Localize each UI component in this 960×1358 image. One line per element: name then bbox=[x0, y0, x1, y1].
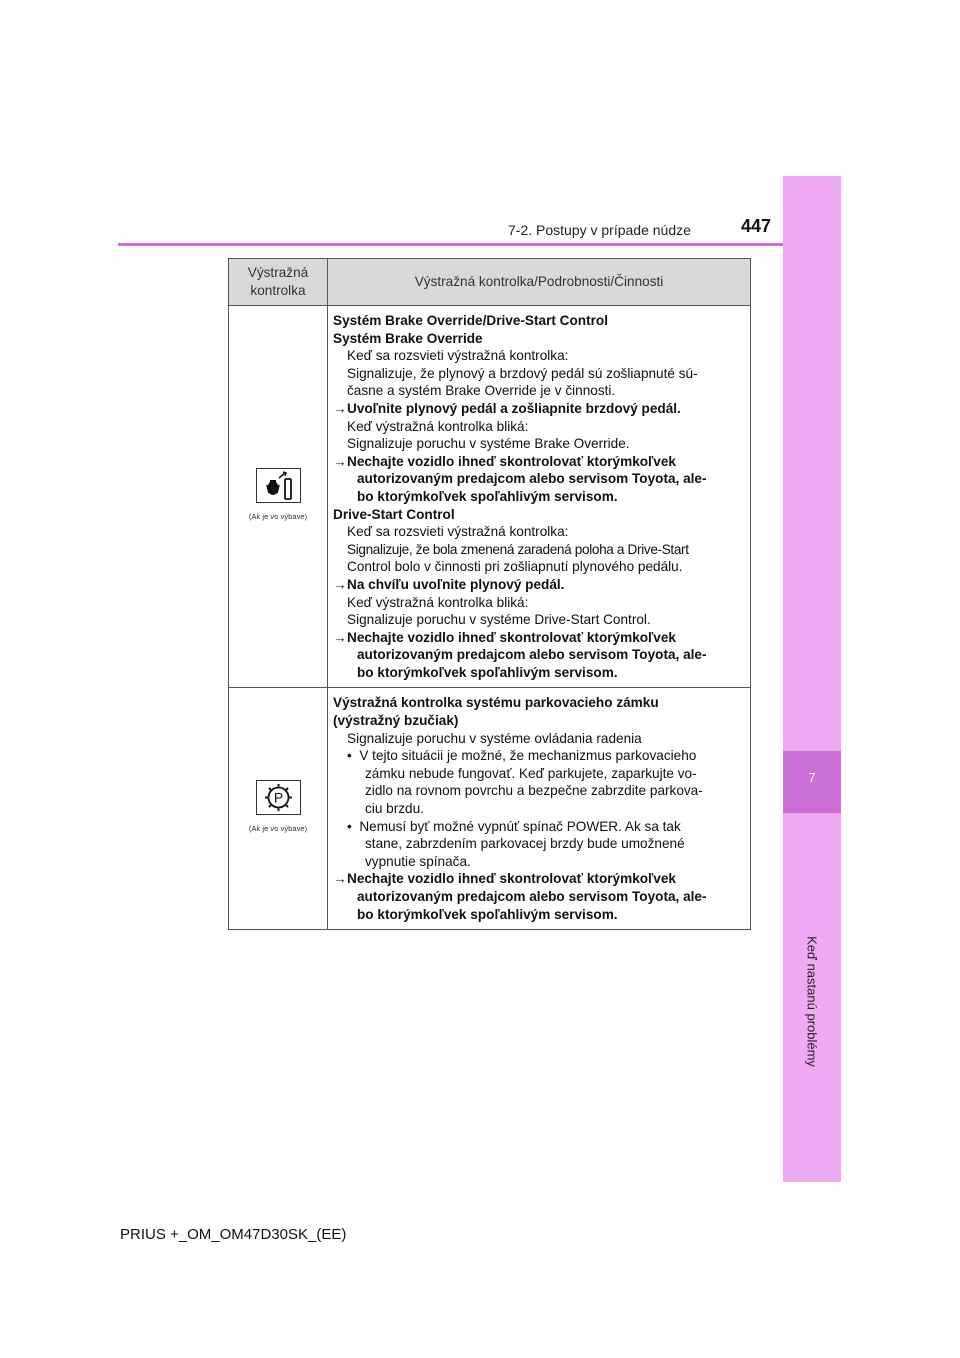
footer-doc-code: PRIUS +_OM_OM47D30SK_(EE) bbox=[120, 1226, 347, 1243]
header-rule bbox=[118, 243, 783, 246]
icon-cell bbox=[229, 306, 328, 688]
action-text: autorizovaným predajcom alebo servisom Toyota, ale- bbox=[357, 647, 707, 663]
warning-light-table bbox=[228, 258, 751, 930]
bullet-text: ciu brzdu. bbox=[365, 801, 424, 817]
arrow-icon: → bbox=[333, 453, 347, 469]
chapter-side-tab bbox=[783, 176, 841, 1182]
arrow-icon: → bbox=[333, 629, 347, 645]
action-text: bo ktorýmkoľvek spoľahlivým servisom. bbox=[357, 906, 618, 922]
bullet-text: vypnutie spínača. bbox=[365, 853, 471, 869]
action-item: →Uvoľnite plynový pedál a zošliapnite brzdový pedál. bbox=[333, 400, 681, 416]
bullet-item: • V tejto situácii je možné, že mechanizmus parkovacieho bbox=[347, 748, 697, 764]
action-text: bo ktorýmkoľvek spoľahlivým servisom. bbox=[357, 664, 618, 680]
description-text: časne a systém Brake Override je v činnosti. bbox=[347, 383, 616, 399]
action-item: →Nechajte vozidlo ihneď skontrolovať ktorýmkoľvek bbox=[333, 453, 676, 469]
page-number: 447 bbox=[741, 216, 772, 236]
action-text: bo ktorýmkoľvek spoľahlivým servisom. bbox=[357, 488, 618, 504]
bullet-text: zámku nebude fungovať. Keď parkujete, zaparkujte vo- bbox=[365, 765, 697, 781]
icon-cell bbox=[229, 688, 328, 930]
parking-lock-warning-icon bbox=[256, 780, 301, 815]
chapter-title: Keď nastanú problémy bbox=[804, 936, 820, 1067]
description-text: Signalizuje, že bola zmenená zaradená poloha a Drive-Start bbox=[347, 541, 689, 557]
brake-override-warning-icon bbox=[256, 468, 301, 503]
availability-note: (Ak je vo výbave) bbox=[248, 824, 308, 834]
section-title: 7-2. Postupy v prípade núdze bbox=[508, 222, 691, 238]
bullet-text: stane, zabrzdením parkovacej brzdy bude umožnené bbox=[365, 836, 685, 852]
table-row bbox=[229, 306, 751, 688]
bullet-item: • Nemusí byť možné vypnúť spínač POWER. Ak sa tak bbox=[347, 818, 681, 834]
details-cell bbox=[328, 306, 751, 688]
arrow-icon: → bbox=[333, 400, 347, 416]
row-title: (výstražný bzučiak) bbox=[333, 713, 459, 729]
description-text: Signalizuje, že plynový a brzdový pedál sú zošliapnuté sú- bbox=[347, 365, 698, 381]
action-item: →Nechajte vozidlo ihneď skontrolovať ktorýmkoľvek bbox=[333, 629, 676, 645]
action-text: autorizovaným predajcom alebo servisom Toyota, ale- bbox=[357, 889, 707, 904]
description-text: Signalizuje poruchu v systéme ovládania radenia bbox=[347, 730, 642, 746]
details-cell bbox=[328, 688, 751, 930]
column-header-light: Výstražná kontrolka bbox=[229, 259, 328, 306]
condition-text: Keď výstražná kontrolka bliká: bbox=[347, 418, 529, 434]
condition-text: Keď výstražná kontrolka bliká: bbox=[347, 594, 529, 610]
row-title: Systém Brake Override/Drive-Start Control bbox=[333, 313, 608, 328]
chapter-number: 7 bbox=[808, 770, 816, 785]
action-item: →Na chvíľu uvoľnite plynový pedál. bbox=[333, 576, 565, 592]
action-text: autorizovaným predajcom alebo servisom Toyota, ale- bbox=[357, 471, 707, 487]
condition-text: Keď sa rozsvieti výstražná kontrolka: bbox=[347, 524, 569, 540]
subtitle: Systém Brake Override bbox=[333, 330, 483, 346]
condition-text: Keď sa rozsvieti výstražná kontrolka: bbox=[347, 348, 569, 364]
description-text: Control bolo v činnosti pri zošliapnutí plynového pedálu. bbox=[347, 559, 683, 575]
description-text: Signalizuje poruchu v systéme Drive-Start Control. bbox=[347, 612, 651, 628]
availability-note: (Ak je vo výbave) bbox=[248, 512, 308, 522]
arrow-icon: → bbox=[333, 576, 347, 592]
svg-text:P: P bbox=[273, 789, 283, 806]
row-title: Výstražná kontrolka systému parkovacieho zámku bbox=[333, 695, 659, 711]
arrow-icon: → bbox=[333, 871, 347, 887]
description-text: Signalizuje poruchu v systéme Brake Override. bbox=[347, 436, 630, 452]
column-header-details: Výstražná kontrolka/Podrobnosti/Činnosti bbox=[328, 259, 751, 306]
bullet-text: zidlo na rovnom povrchu a bezpečne zabrzdite parkova- bbox=[365, 783, 703, 799]
subtitle: Drive-Start Control bbox=[333, 506, 455, 522]
table-header-row bbox=[229, 259, 751, 306]
table-row bbox=[229, 688, 751, 930]
action-item: →Nechajte vozidlo ihneď skontrolovať ktorýmkoľvek bbox=[333, 871, 676, 887]
